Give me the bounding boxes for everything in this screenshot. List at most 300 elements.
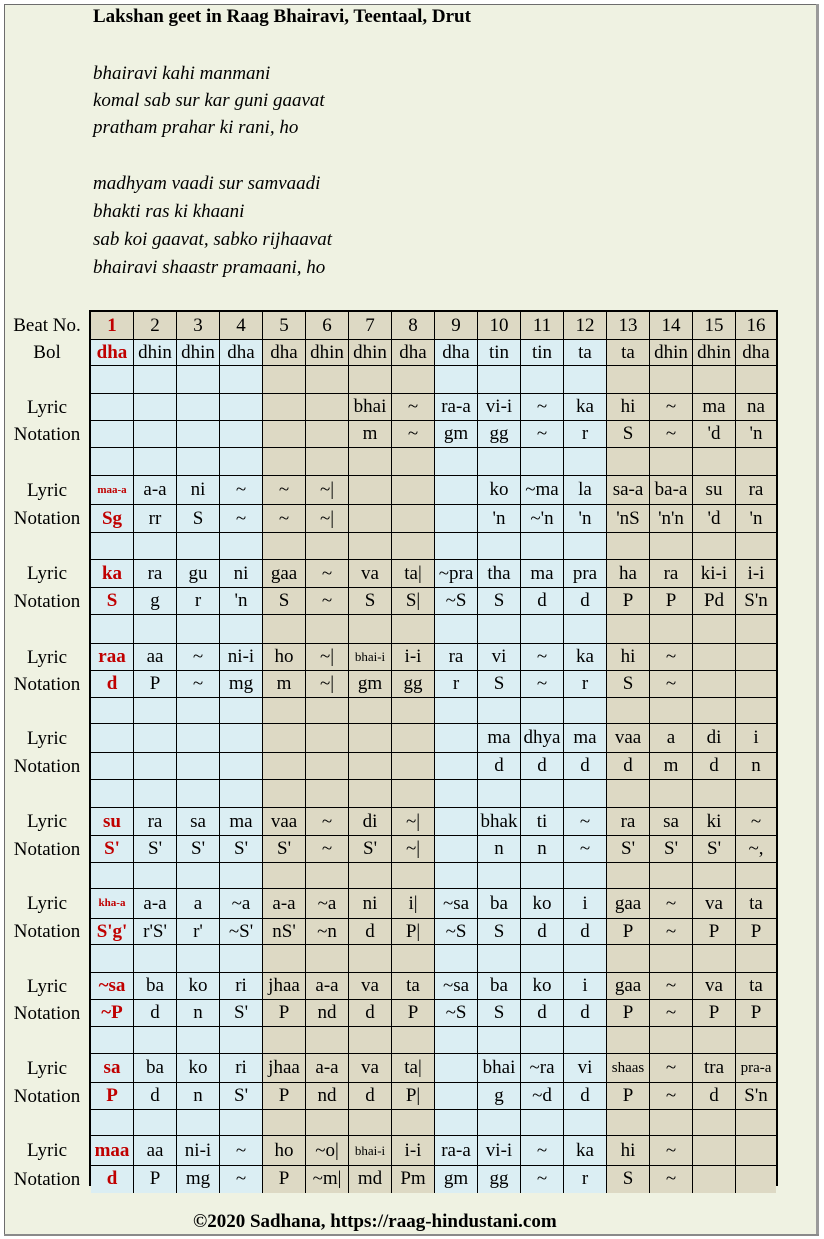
notation-cell: m (349, 421, 392, 448)
notation-cell: P (693, 919, 736, 945)
lyric-cell (220, 724, 263, 753)
notation-cell: ~ (263, 505, 306, 533)
notation-cell: P (736, 919, 776, 945)
spacer-cell (435, 1027, 478, 1054)
notation-table (89, 310, 778, 1189)
spacer-cell (650, 615, 693, 644)
lyric-cell: ~pra (435, 560, 478, 588)
bol-cell: ta (607, 340, 650, 366)
lyric-cell (263, 394, 306, 421)
lyric-label: Lyric (26, 1140, 68, 1161)
lyric-cell: pra (564, 560, 607, 588)
lyric-cell: ra-a (435, 1136, 478, 1166)
lyric-cell: gaa (263, 560, 306, 588)
lyric-cell: gaa (607, 973, 650, 1000)
beat-number-cell: 15 (693, 312, 736, 340)
spacer-cell (650, 863, 693, 889)
lyric-cell: ~sa (91, 973, 134, 1000)
notation-cell: ~n (306, 919, 349, 945)
lyric-cell: vi (564, 1054, 607, 1083)
notation-cell: nd (306, 1083, 349, 1110)
beat-number-cell: 10 (478, 312, 521, 340)
spacer-cell (607, 448, 650, 476)
lyric-label: Lyric (26, 563, 68, 584)
lyric-cell: hi (607, 644, 650, 671)
lyric-cell: ~ (650, 644, 693, 671)
notation-cell: S (607, 421, 650, 448)
notation-cell (306, 421, 349, 448)
lyric-cell (435, 476, 478, 505)
spacer-cell (693, 945, 736, 973)
spacer-cell (435, 448, 478, 476)
lyric-cell: ba-a (650, 476, 693, 505)
notation-cell: d (693, 1083, 736, 1110)
spacer-cell (693, 780, 736, 808)
notation-cell: r'S' (134, 919, 177, 945)
notation-label: Notation (13, 756, 81, 777)
notation-cell: 'd (693, 421, 736, 448)
spacer-cell (392, 615, 435, 644)
spacer-cell (349, 1110, 392, 1136)
lyric-cell: ta| (392, 1054, 435, 1083)
spacer-cell (650, 945, 693, 973)
notation-cell: d (521, 1000, 564, 1027)
bol-cell: dhin (134, 340, 177, 366)
notation-cell: d (564, 753, 607, 780)
notation-cell: Sg (91, 505, 134, 533)
spacer-cell (521, 533, 564, 560)
notation-cell: mg (220, 671, 263, 698)
notation-cell: d (478, 753, 521, 780)
lyric-cell: i-i (392, 1136, 435, 1166)
lyric-cell (693, 644, 736, 671)
notation-cell: P (607, 588, 650, 615)
lyric-cell: ma (521, 560, 564, 588)
spacer-cell (693, 1027, 736, 1054)
lyric-cell: ra (134, 808, 177, 836)
spacer-cell (134, 945, 177, 973)
notation-cell: nd (306, 1000, 349, 1027)
notation-cell: gm (349, 671, 392, 698)
lyric-cell (263, 724, 306, 753)
bol-cell: dhin (650, 340, 693, 366)
notation-cell: S'n (736, 588, 776, 615)
notation-cell (435, 753, 478, 780)
lyric-cell: hi (607, 1136, 650, 1166)
spacer-cell (134, 615, 177, 644)
lyric-cell: ~ (392, 394, 435, 421)
notation-cell: ~ (177, 671, 220, 698)
lyric-cell (349, 724, 392, 753)
spacer-cell (521, 615, 564, 644)
bol-label: Bol (33, 342, 61, 363)
notation-cell: P (263, 1000, 306, 1027)
lyric-cell (435, 724, 478, 753)
notation-cell: P (607, 1000, 650, 1027)
spacer-cell (736, 533, 776, 560)
lyric-cell: maa (91, 1136, 134, 1166)
spacer-cell (392, 780, 435, 808)
spacer-cell (521, 1110, 564, 1136)
lyric-cell: ka (91, 560, 134, 588)
notation-cell: ~| (306, 505, 349, 533)
lyric-cell: ko (521, 973, 564, 1000)
notation-cell: m (263, 671, 306, 698)
notation-cell: r (564, 671, 607, 698)
lyric-cell: ~ (564, 808, 607, 836)
spacer-cell (220, 698, 263, 724)
lyric-cell: ta (392, 973, 435, 1000)
spacer-cell (693, 448, 736, 476)
beat-number-cell: 11 (521, 312, 564, 340)
spacer-cell (607, 863, 650, 889)
notation-cell: P (134, 671, 177, 698)
spacer-cell (564, 1110, 607, 1136)
notation-cell: n (521, 836, 564, 863)
notation-cell (306, 753, 349, 780)
spacer-cell (607, 945, 650, 973)
lyric-label: Lyric (26, 480, 68, 501)
spacer-cell (263, 1110, 306, 1136)
bol-cell: dhin (306, 340, 349, 366)
notation-cell: d (91, 1166, 134, 1193)
bol-cell: tin (521, 340, 564, 366)
lyric-cell: dhya (521, 724, 564, 753)
lyric-cell: ra (134, 560, 177, 588)
lyric-cell (91, 724, 134, 753)
spacer-cell (564, 533, 607, 560)
notation-cell: ~ (564, 836, 607, 863)
notation-cell (134, 421, 177, 448)
bol-cell: dha (263, 340, 306, 366)
spacer-cell (349, 698, 392, 724)
spacer-cell (134, 533, 177, 560)
lyric-cell: vi-i (478, 394, 521, 421)
spacer-cell (693, 615, 736, 644)
lyric-cell: jhaa (263, 1054, 306, 1083)
spacer-cell (478, 366, 521, 394)
notation-cell: mg (177, 1166, 220, 1193)
spacer-cell (435, 615, 478, 644)
spacer-cell (564, 366, 607, 394)
verse-line: madhyam vaadi sur samvaadi (93, 173, 321, 194)
lyric-cell: ~ (650, 1054, 693, 1083)
spacer-cell (177, 366, 220, 394)
lyric-cell: aa (134, 1136, 177, 1166)
spacer-cell (91, 1110, 134, 1136)
lyric-cell: ~| (306, 476, 349, 505)
spacer-cell (177, 945, 220, 973)
notation-cell: d (607, 753, 650, 780)
spacer-cell (521, 366, 564, 394)
notation-cell: r (177, 588, 220, 615)
spacer-cell (263, 1027, 306, 1054)
lyric-cell (435, 808, 478, 836)
spacer-cell (220, 945, 263, 973)
notation-cell: S' (177, 836, 220, 863)
spacer-cell (650, 780, 693, 808)
lyric-cell: ni (349, 889, 392, 919)
notation-cell: ~ (306, 588, 349, 615)
notation-cell: S (478, 919, 521, 945)
notation-cell: S (478, 588, 521, 615)
spacer-cell (650, 1110, 693, 1136)
spacer-cell (177, 1110, 220, 1136)
spacer-cell (220, 1110, 263, 1136)
lyric-cell: ta (736, 973, 776, 1000)
spacer-cell (607, 1110, 650, 1136)
notation-cell: ~ (220, 1166, 263, 1193)
lyric-cell: sa (650, 808, 693, 836)
notation-cell: gg (478, 421, 521, 448)
notation-label: Notation (13, 1169, 81, 1190)
beat-number-cell: 3 (177, 312, 220, 340)
notation-cell: P (134, 1166, 177, 1193)
notation-cell: d (521, 588, 564, 615)
lyric-cell: ta| (392, 560, 435, 588)
lyric-cell: ma (220, 808, 263, 836)
notation-cell: gm (435, 1166, 478, 1193)
lyric-cell (693, 1136, 736, 1166)
lyric-cell: ki (693, 808, 736, 836)
lyric-cell: ta (736, 889, 776, 919)
lyric-cell: ~ (521, 394, 564, 421)
spacer-cell (693, 1110, 736, 1136)
spacer-cell (392, 1027, 435, 1054)
lyric-cell (392, 724, 435, 753)
notation-cell (220, 421, 263, 448)
lyric-cell: na (736, 394, 776, 421)
beat-number-cell: 16 (736, 312, 776, 340)
page-title: Lakshan geet in Raag Bhairavi, Teentaal, Drut (93, 6, 471, 27)
spacer-cell (306, 1027, 349, 1054)
verse-line: bhairavi shaastr pramaani, ho (93, 257, 326, 278)
notation-cell (435, 1083, 478, 1110)
notation-cell: ~d (521, 1083, 564, 1110)
lyric-cell (392, 476, 435, 505)
notation-cell: d (349, 1000, 392, 1027)
notation-cell: d (134, 1083, 177, 1110)
lyric-cell: hi (607, 394, 650, 421)
lyric-cell: a-a (306, 973, 349, 1000)
spacer-cell (564, 780, 607, 808)
notation-cell: P (693, 1000, 736, 1027)
notation-cell: ~S' (220, 919, 263, 945)
spacer-cell (177, 863, 220, 889)
spacer-cell (392, 945, 435, 973)
lyric-cell (736, 1136, 776, 1166)
notation-cell: 'n (736, 421, 776, 448)
lyric-cell: ha (607, 560, 650, 588)
notation-cell (392, 753, 435, 780)
lyric-cell: ma (693, 394, 736, 421)
lyric-cell (306, 724, 349, 753)
notation-cell: 'n (478, 505, 521, 533)
spacer-cell (134, 698, 177, 724)
bol-cell: dhin (349, 340, 392, 366)
spacer-cell (521, 945, 564, 973)
spacer-cell (177, 448, 220, 476)
spacer-cell (220, 1027, 263, 1054)
notation-cell: d (564, 588, 607, 615)
lyric-cell: ri (220, 973, 263, 1000)
lyric-cell (435, 1054, 478, 1083)
bol-cell: dhin (693, 340, 736, 366)
lyric-cell: ra (736, 476, 776, 505)
notation-cell: r (564, 1166, 607, 1193)
bol-cell: dhin (177, 340, 220, 366)
notation-cell: n (478, 836, 521, 863)
spacer-cell (736, 448, 776, 476)
notation-cell: S (349, 588, 392, 615)
spacer-cell (478, 698, 521, 724)
notation-cell: ~ (650, 1000, 693, 1027)
lyric-cell: ka (564, 644, 607, 671)
beat-number-cell: 6 (306, 312, 349, 340)
lyric-cell: ~ (650, 1136, 693, 1166)
spacer-cell (435, 945, 478, 973)
lyric-cell: ~ (736, 808, 776, 836)
lyric-cell: pra-a (736, 1054, 776, 1083)
lyric-cell (177, 394, 220, 421)
verse-line: pratham prahar ki rani, ho (93, 117, 299, 138)
spacer-cell (349, 780, 392, 808)
notation-cell: 'nS (607, 505, 650, 533)
spacer-cell (134, 780, 177, 808)
spacer-cell (392, 698, 435, 724)
notation-cell: n (177, 1083, 220, 1110)
lyric-cell: tra (693, 1054, 736, 1083)
notation-label: Notation (13, 839, 81, 860)
notation-cell: ~ (650, 671, 693, 698)
beat-number-cell: 12 (564, 312, 607, 340)
bol-cell: tin (478, 340, 521, 366)
lyric-cell: sa-a (607, 476, 650, 505)
spacer-cell (435, 780, 478, 808)
beat-number-cell: 7 (349, 312, 392, 340)
lyric-cell: ni-i (220, 644, 263, 671)
spacer-cell (91, 366, 134, 394)
bol-cell: dha (91, 340, 134, 366)
notation-cell: S' (349, 836, 392, 863)
notation-cell: S' (220, 836, 263, 863)
bol-cell: dha (435, 340, 478, 366)
spacer-cell (306, 533, 349, 560)
lyric-label: Lyric (26, 1058, 68, 1079)
spacer-cell (91, 698, 134, 724)
spacer-cell (521, 863, 564, 889)
lyric-cell: ~ (521, 1136, 564, 1166)
notation-cell: P (736, 1000, 776, 1027)
spacer-cell (693, 366, 736, 394)
spacer-cell (521, 448, 564, 476)
spacer-cell (435, 366, 478, 394)
lyric-cell: ~ra (521, 1054, 564, 1083)
spacer-cell (349, 1027, 392, 1054)
spacer-cell (177, 698, 220, 724)
notation-cell: S (607, 1166, 650, 1193)
spacer-cell (263, 448, 306, 476)
notation-cell: ~S (435, 919, 478, 945)
notation-cell: nS' (263, 919, 306, 945)
spacer-cell (564, 615, 607, 644)
lyric-cell: a-a (306, 1054, 349, 1083)
notation-cell: S' (650, 836, 693, 863)
lyric-cell (220, 394, 263, 421)
beat-number-cell: 8 (392, 312, 435, 340)
spacer-cell (263, 533, 306, 560)
notation-cell: ~ (306, 836, 349, 863)
lyric-cell: ko (177, 973, 220, 1000)
spacer-cell (220, 863, 263, 889)
notation-cell: gm (435, 421, 478, 448)
spacer-cell (91, 863, 134, 889)
spacer-cell (349, 448, 392, 476)
spacer-cell (263, 698, 306, 724)
spacer-cell (607, 366, 650, 394)
notation-cell (220, 753, 263, 780)
lyric-label: Lyric (26, 893, 68, 914)
spacer-cell (177, 780, 220, 808)
notation-cell: P (392, 1000, 435, 1027)
notation-cell: 'n (220, 588, 263, 615)
spacer-cell (736, 698, 776, 724)
notation-cell: P (650, 588, 693, 615)
beat-number-label: Beat No. (13, 315, 81, 336)
lyric-cell: raa (91, 644, 134, 671)
notation-label: Notation (13, 1003, 81, 1024)
spacer-cell (435, 698, 478, 724)
bol-cell: dha (392, 340, 435, 366)
notation-cell: ~| (306, 671, 349, 698)
lyric-cell: va (349, 1054, 392, 1083)
spacer-cell (263, 366, 306, 394)
lyric-cell: vaa (607, 724, 650, 753)
notation-cell: d (521, 919, 564, 945)
lyric-cell: ra (650, 560, 693, 588)
lyric-cell: ba (478, 973, 521, 1000)
lyric-cell: ~sa (435, 889, 478, 919)
notation-cell: md (349, 1166, 392, 1193)
spacer-cell (263, 780, 306, 808)
lyric-cell: ~ (220, 1136, 263, 1166)
notation-cell (435, 836, 478, 863)
lyric-cell: ka (564, 1136, 607, 1166)
spacer-cell (134, 863, 177, 889)
notation-cell: ~, (736, 836, 776, 863)
lyric-cell: ka (564, 394, 607, 421)
lyric-cell: gu (177, 560, 220, 588)
notation-cell: 'd (693, 505, 736, 533)
spacer-cell (736, 1110, 776, 1136)
lyric-cell: shaas (607, 1054, 650, 1083)
notation-cell: n (177, 1000, 220, 1027)
lyric-cell: a-a (134, 889, 177, 919)
notation-cell: ~ (220, 505, 263, 533)
lyric-cell: sa (177, 808, 220, 836)
lyric-cell: i (736, 724, 776, 753)
notation-cell: S' (134, 836, 177, 863)
lyric-cell (306, 394, 349, 421)
notation-cell: P (91, 1083, 134, 1110)
notation-cell (263, 421, 306, 448)
bol-cell: dha (220, 340, 263, 366)
lyric-cell: a-a (263, 889, 306, 919)
spacer-cell (177, 615, 220, 644)
notation-cell: gg (478, 1166, 521, 1193)
lyric-cell: ~ (521, 644, 564, 671)
spacer-cell (564, 1027, 607, 1054)
